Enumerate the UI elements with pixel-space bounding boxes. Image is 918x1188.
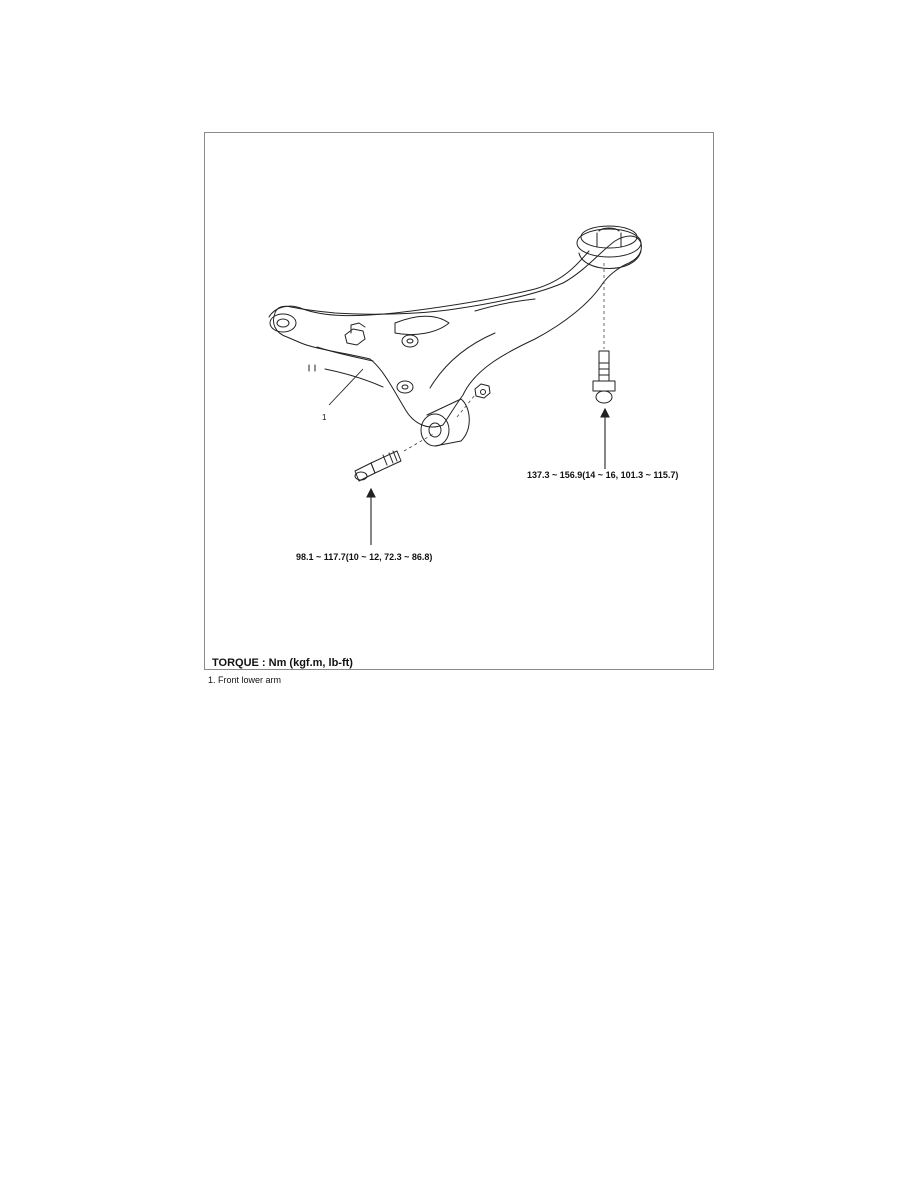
callout-1-label: 1 [322,413,327,422]
figure-frame [204,132,714,670]
lower-arm-body [274,236,642,427]
front-bolt-torque-label: 98.1 ~ 117.7(10 ~ 12, 72.3 ~ 86.8) [296,552,433,562]
front-bolt-drawing [355,451,401,481]
figure-caption: 1. Front lower arm [208,675,282,685]
rear-bolt-drawing [593,351,615,403]
lower-arm-illustration [205,133,713,669]
rear-bolt-torque-label: 137.3 ~ 156.9(14 ~ 16, 101.3 ~ 115.7) [527,470,679,480]
torque-unit-label: TORQUE : Nm (kgf.m, lb-ft) [212,657,353,669]
